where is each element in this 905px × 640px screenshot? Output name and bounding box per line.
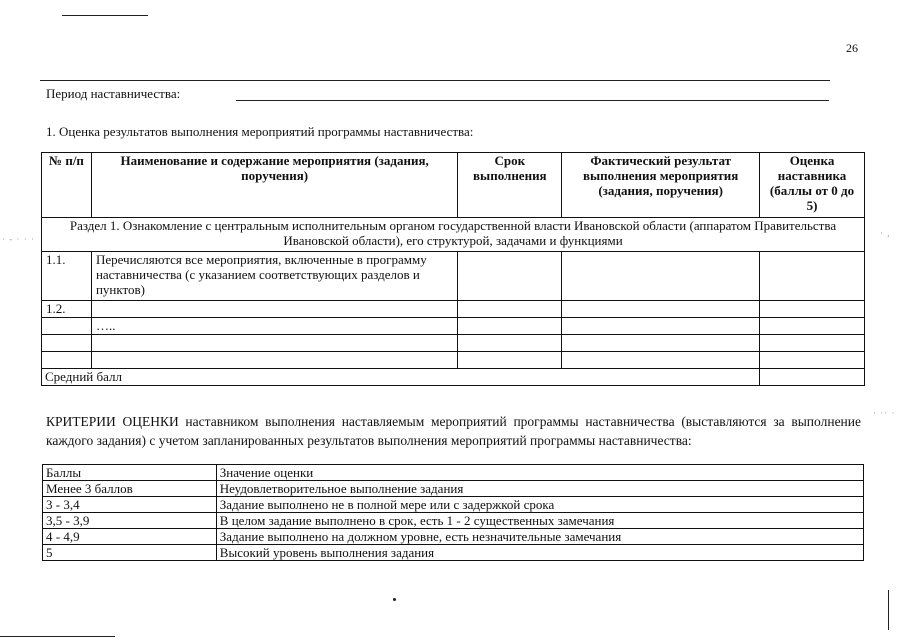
header-actual-result: Фактический результат выполнения мероприятия (задания, поручения)	[562, 153, 760, 218]
period-label: Период наставничества:	[46, 86, 181, 101]
scan-dot	[393, 598, 396, 601]
average-row	[42, 369, 865, 386]
row-result	[562, 252, 760, 301]
row-num: 1.1.	[42, 252, 92, 301]
criteria-meaning: Задание выполнено на должном уровне, есть незначительные замечания	[216, 529, 863, 545]
table-row	[42, 318, 865, 335]
table-row	[43, 481, 864, 497]
table-row	[43, 529, 864, 545]
criteria-header-score: Баллы	[43, 465, 217, 481]
header-rule	[40, 80, 830, 81]
row-num	[42, 318, 92, 335]
period-fill-line	[236, 100, 829, 101]
row-score	[760, 318, 865, 335]
row-deadline	[458, 301, 562, 318]
row-result	[562, 335, 760, 352]
scan-speck-right-2: · ·· ·	[873, 408, 896, 418]
section-row-text: Раздел 1. Ознакомление с центральным исполнительным органом государственной власти Ивановской области (аппаратом Правительства Ивановской области), его структурой, задачами и функциями	[42, 218, 865, 252]
criteria-meaning: Задание выполнено не в полной мере или с задержкой срока	[216, 497, 863, 513]
criteria-score: 3 - 3,4	[43, 497, 217, 513]
header-activity: Наименование и содержание мероприятия (задания, поручения)	[91, 153, 457, 218]
scan-speck-left: · - · · ·	[2, 234, 35, 244]
table-row	[43, 513, 864, 529]
average-label: Средний балл	[42, 369, 760, 386]
header-mentor-score: Оценка наставника (баллы от 0 до 5)	[760, 153, 865, 218]
row-deadline	[458, 252, 562, 301]
criteria-text: КРИТЕРИИ ОЦЕНКИ наставником выполнения наставляемым мероприятий программы наставничества (выставляются за выполнение каждого задания) с учетом запланированных результатов выполнения мероприятий программы наставничества:	[46, 414, 861, 448]
criteria-meaning: Высокий уровень выполнения задания	[216, 545, 863, 561]
row-deadline	[458, 352, 562, 369]
table-row	[43, 497, 864, 513]
page-number: 26	[846, 41, 858, 55]
header-num: № п/п	[42, 153, 92, 218]
criteria-score: Менее 3 баллов	[43, 481, 217, 497]
criteria-meaning: В целом задание выполнено в срок, есть 1 - 2 существенных замечания	[216, 513, 863, 529]
row-num: 1.2.	[42, 301, 92, 318]
header-deadline: Срок выполнения	[458, 153, 562, 218]
row-activity: …..	[91, 318, 457, 335]
row-score	[760, 252, 865, 301]
table-row	[42, 301, 865, 318]
average-score	[760, 369, 865, 386]
table-row	[42, 335, 865, 352]
criteria-header-row	[43, 465, 864, 481]
row-result	[562, 301, 760, 318]
row-result	[562, 318, 760, 335]
row-deadline	[458, 318, 562, 335]
row-activity	[91, 335, 457, 352]
scan-speck-right-1: · ,	[880, 228, 891, 238]
row-num	[42, 352, 92, 369]
criteria-score: 5	[43, 545, 217, 561]
table-row	[42, 352, 865, 369]
activities-table	[41, 152, 865, 386]
scan-artifact-line-top	[62, 15, 148, 16]
table-row	[42, 252, 865, 301]
row-activity: Перечисляются все мероприятия, включенные в программу наставничества (с указанием соответствующих разделов и пунктов)	[91, 252, 457, 301]
criteria-header-meaning: Значение оценки	[216, 465, 863, 481]
row-score	[760, 335, 865, 352]
criteria-score: 4 - 4,9	[43, 529, 217, 545]
criteria-score: 3,5 - 3,9	[43, 513, 217, 529]
table-row	[43, 545, 864, 561]
row-activity	[91, 352, 457, 369]
row-num	[42, 335, 92, 352]
row-score	[760, 352, 865, 369]
section-row	[42, 218, 865, 252]
scan-artifact-line-bottom	[0, 636, 115, 637]
row-activity	[91, 301, 457, 318]
criteria-table	[42, 464, 864, 561]
row-deadline	[458, 335, 562, 352]
row-result	[562, 352, 760, 369]
activities-header-row	[42, 153, 865, 218]
section-title: 1. Оценка результатов выполнения мероприятий программы наставничества:	[46, 124, 474, 139]
criteria-meaning: Неудовлетворительное выполнение задания	[216, 481, 863, 497]
row-score	[760, 301, 865, 318]
scan-artifact-line-right	[888, 590, 889, 630]
